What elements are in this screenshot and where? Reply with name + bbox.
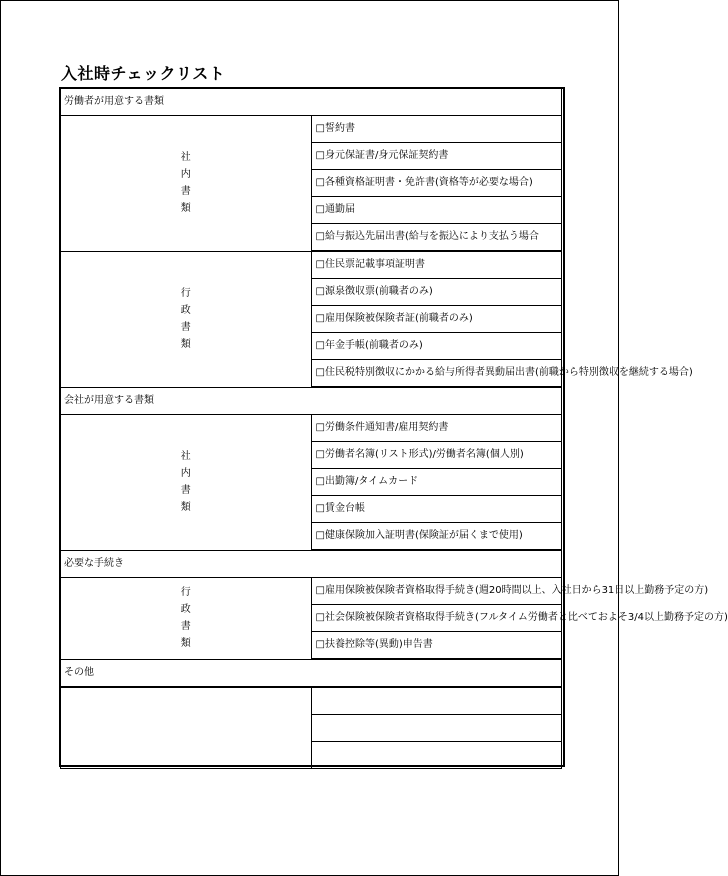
checklist-item[interactable]: □給与振込先届出書(給与を振込により支払う場合	[311, 224, 562, 252]
checklist-item[interactable]: □雇用保険被保険者証(前職者のみ)	[311, 306, 562, 333]
table-row	[61, 116, 562, 143]
category-label: 社内書類	[180, 451, 191, 514]
checklist-item[interactable]: □健康保険加入証明書(保険証が届くまで使用)	[311, 523, 562, 551]
section-heading-procedures: 必要な手続き	[61, 550, 562, 578]
checklist-item[interactable]: □通勤届	[311, 197, 562, 224]
category-label: 行政書類	[180, 587, 191, 650]
category-label: 行政書類	[180, 288, 191, 350]
section-header	[61, 387, 562, 415]
checklist-item[interactable]: □労働条件通知書/雇用契約書	[311, 415, 562, 442]
table-row	[61, 578, 562, 605]
checklist-item[interactable]: □社会保険被保険者資格取得手続き(フルタイム労働者と比べておよそ3/4以上勤務予定の方)	[311, 605, 562, 632]
section-header	[61, 659, 562, 687]
section-heading-company: 会社が用意する書類	[61, 387, 562, 415]
checklist-table	[60, 88, 728, 769]
checklist-item[interactable]: □誓約書	[311, 116, 562, 143]
page-title: 入社時チェックリスト	[61, 64, 226, 83]
checklist-item[interactable]: □扶養控除等(異動)申告書	[311, 632, 562, 660]
category-cell	[61, 251, 312, 387]
checklist-item[interactable]: □出勤簿/タイムカード	[311, 469, 562, 496]
blank-entry[interactable]	[311, 687, 562, 715]
section-header	[61, 550, 562, 578]
section-header	[61, 89, 562, 116]
category-cell	[61, 578, 312, 660]
checklist-item[interactable]: □源泉徴収票(前職者のみ)	[311, 279, 562, 306]
section-heading-workers: 労働者が用意する書類	[61, 89, 562, 116]
checklist-item[interactable]: □住民票記載事項証明書	[311, 251, 562, 279]
checklist-item[interactable]: □住民税特別徴収にかかる給与所得者異動届出書(前職から特別徴収を継続する場合)	[311, 360, 562, 388]
checklist-item[interactable]: □各種資格証明書・免許書(資格等が必要な場合)	[311, 170, 562, 197]
category-cell	[61, 116, 312, 252]
category-cell	[61, 415, 312, 551]
category-cell	[61, 687, 312, 769]
blank-entry[interactable]	[311, 742, 562, 769]
checklist-item[interactable]: □年金手帳(前職者のみ)	[311, 333, 562, 360]
section-heading-other: その他	[61, 659, 562, 687]
blank-entry[interactable]	[311, 715, 562, 742]
category-label: 社内書類	[180, 152, 191, 215]
table-row	[61, 251, 562, 279]
checklist-item[interactable]: □労働者名簿(リスト形式)/労働者名簿(個人別)	[311, 442, 562, 469]
checklist-item[interactable]: □賃金台帳	[311, 496, 562, 523]
checklist-item[interactable]: □雇用保険被保険者資格取得手続き(週20時間以上、入社日から31日以上勤務予定の方)	[311, 578, 562, 605]
checklist-item[interactable]: □身元保証書/身元保証契約書	[311, 143, 562, 170]
table-row	[61, 687, 562, 715]
table-row	[61, 415, 562, 442]
